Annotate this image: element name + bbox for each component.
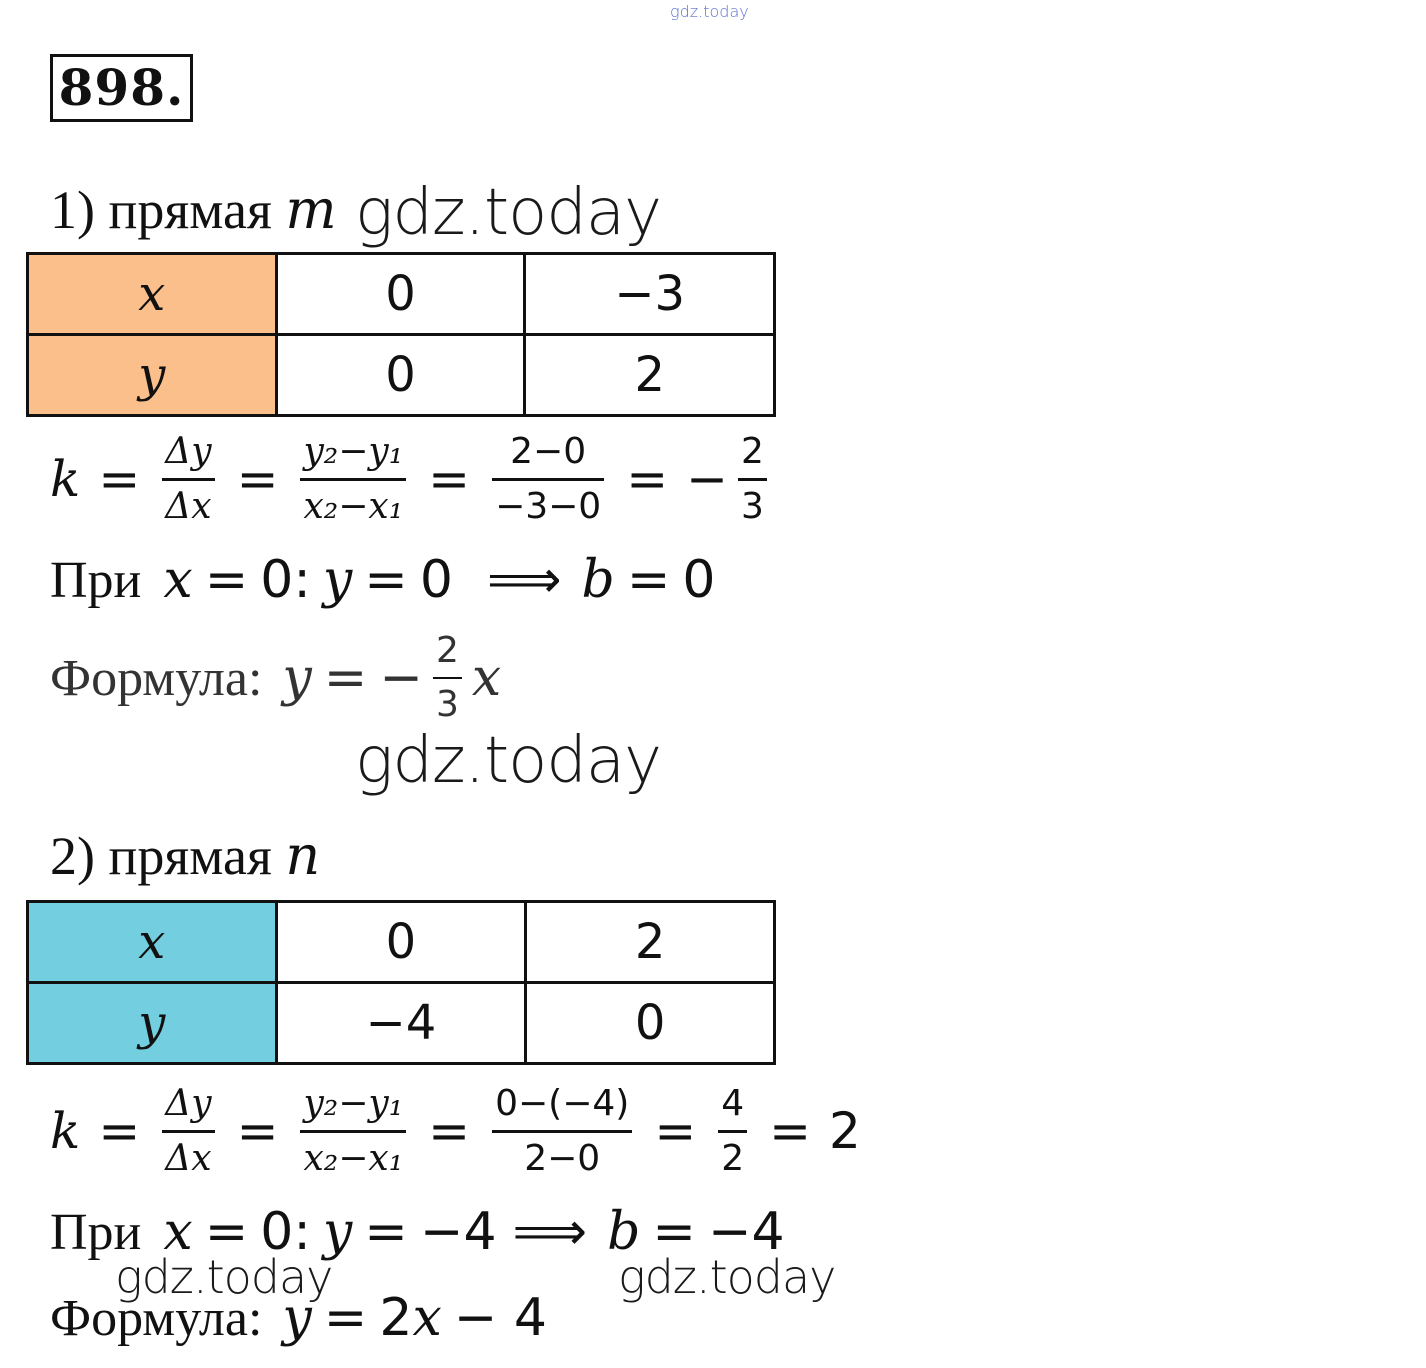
fraction-numerator: y₂−y₁ [303,1082,404,1124]
x-symbol: x [163,1202,193,1262]
part1-intercept-line [50,548,721,612]
equals-sign: = [236,1102,279,1160]
fraction [162,432,214,527]
fraction-numerator: Δy [165,1082,212,1124]
part1-heading [50,178,337,241]
x-value: 0: [260,1202,311,1262]
fraction-bar [492,478,604,481]
formula-prefix: Формула: [50,1289,263,1347]
minus-sign: − [379,648,423,708]
equals-sign: = [98,1102,141,1160]
part1-slope-formula [50,424,771,534]
fraction-denominator: 2−0 [524,1137,601,1179]
part1-line-name: m [285,178,337,241]
k-symbol: k [50,1102,81,1160]
part2-line-name: n [285,824,321,887]
b-value: −4 [707,1202,785,1262]
table-cell: −3 [525,254,775,335]
fraction [492,432,604,527]
intercept-prefix: При [50,1203,142,1261]
table-row [28,254,775,335]
fraction [162,1084,214,1179]
fraction-numerator: Δy [165,430,212,472]
b-value: 0 [682,550,716,610]
coefficient: 2 [379,1288,413,1348]
formula-tail: − 4 [453,1288,547,1348]
equals-sign: = [236,450,279,508]
part2-table [26,900,776,1065]
fraction [738,432,767,527]
watermark-top: gdz.today [670,2,749,21]
table-cell-label: x [28,254,277,335]
problem-number: 898. [50,54,193,122]
x-symbol: x [412,1288,442,1348]
fraction-numerator: 2 [741,430,764,472]
table-cell: 0 [276,335,525,416]
fraction-bar [300,1130,406,1133]
part2-heading-text: 2) прямая [50,826,272,886]
equals-sign: = [428,450,471,508]
equals-sign: = [204,550,249,610]
fraction-numerator: 2 [435,630,459,671]
b-symbol: b [607,1202,641,1262]
y-value: 0 [419,550,453,610]
fraction-denominator: x₂−x₁ [303,485,404,527]
implies-arrow: ⟹ [512,1202,588,1262]
part1-heading-text: 1) прямая [50,180,272,240]
part1-formula-line [50,626,507,730]
formula-prefix: Формула: [50,649,263,707]
table-cell: 2 [526,902,775,983]
table-cell: 2 [525,335,775,416]
y-symbol: y [282,1288,312,1348]
x-symbol: x [163,550,193,610]
fraction-denominator: −3−0 [495,485,602,527]
equals-sign: = [323,1288,368,1348]
equals-sign: = [98,450,141,508]
equals-sign: = [364,550,408,610]
fraction [300,1084,406,1179]
fraction-numerator: 2−0 [510,430,587,472]
equals-sign: = [652,1202,696,1262]
fraction [492,1084,632,1179]
y-symbol: y [322,550,353,610]
fraction-bar [433,677,462,679]
fraction-denominator: Δx [165,1137,212,1179]
part2-heading [50,824,320,887]
minus-sign: − [686,450,729,508]
equals-sign: = [204,1202,249,1262]
fraction-bar [492,1130,632,1133]
equals-sign: = [626,550,671,610]
table-cell: −4 [276,983,526,1064]
fraction-denominator: 2 [721,1137,745,1179]
x-value: 0: [260,550,311,610]
y-symbol: y [282,648,312,708]
fraction-numerator: y₂−y₁ [303,430,404,472]
fraction-bar [300,478,406,481]
fraction [433,631,462,725]
fraction-denominator: x₂−x₁ [303,1137,404,1179]
table-cell-label: x [28,902,277,983]
fraction-bar [718,1130,747,1133]
equals-sign: = [364,1202,408,1262]
y-symbol: y [322,1202,353,1262]
k-symbol: k [50,450,81,508]
equals-sign: = [323,648,368,708]
watermark-bottom-right: gdz.today [618,1250,836,1304]
fraction [300,432,406,527]
fraction-bar [162,1130,214,1133]
part1-table [26,252,776,417]
watermark-middle: gdz.today [355,724,661,798]
fraction-bar [738,478,767,481]
equals-sign: = [428,1102,471,1160]
table-cell-label: y [28,983,277,1064]
fraction-numerator: 4 [721,1082,745,1124]
equals-sign: = [654,1102,697,1160]
fraction-denominator: Δx [165,485,212,527]
table-cell: 0 [276,902,526,983]
table-row [28,983,775,1064]
fraction [718,1084,747,1179]
fraction-denominator: 3 [741,485,764,527]
watermark-bottom-left: gdz.today [115,1250,333,1304]
fraction-denominator: 3 [435,684,459,725]
table-row [28,335,775,416]
x-symbol: x [471,648,502,708]
table-cell: 0 [526,983,775,1064]
part2-formula-line [50,1286,553,1350]
equals-sign: = [769,1102,812,1160]
table-cell-label: y [28,335,277,416]
b-symbol: b [581,550,615,610]
fraction-bar [162,478,214,481]
fraction-numerator: 0−(−4) [495,1082,630,1124]
table-cell: 0 [276,254,525,335]
part2-slope-formula [50,1076,861,1186]
watermark-part1: gdz.today [355,176,661,250]
table-row [28,902,775,983]
slope-result: 2 [829,1102,861,1160]
equals-sign: = [626,450,669,508]
intercept-prefix: При [50,551,142,609]
y-value: −4 [419,1202,497,1262]
implies-arrow: ⟹ [486,550,562,610]
